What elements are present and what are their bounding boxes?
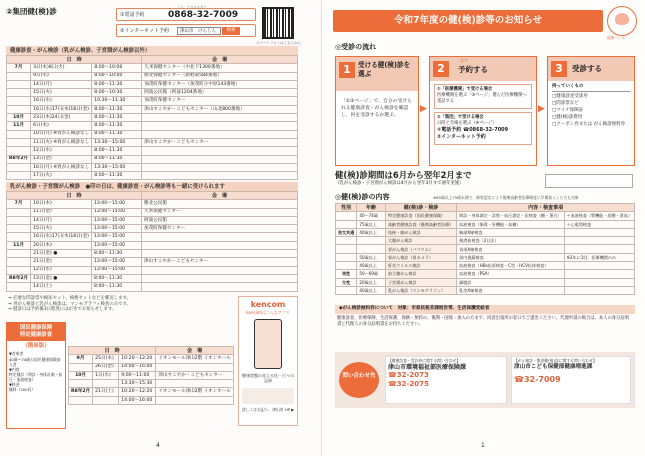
table-row: 男女共通 40歳以上 結核・肺がん検診 胸部X線検査 [336,228,635,236]
table-row: 40〜74歳 特定健康診査（国民健康保険） 問診・身体測定・診察・血圧測定・尿検査（糖・蛋白） ＋血液検査（腎機能・尿酸・貧血） [336,212,635,220]
period-text: 健(検)診期間は6月から翌年2月まで [335,170,472,180]
net-reserve[interactable]: ②インターネット予約 津山市 けんしん 検索 [116,24,256,37]
table-row: 21日(金) 13:00〜15:00 津山すこやか・こどもセンター [7,258,298,266]
notes: ⇒ 必要な問診票や検尿セット、検便セットなどを郵送します。 ⇒ 胃がん検診と乳がん検診は、マンモグラフィ検査のみです。 ⇒ 健診日は予約後3日程度にはがきでお知らせします。 [8,296,131,312]
table-row: 12日(水) 13:00〜15:00 [7,266,298,274]
table-row: 16日(水)17日(木)18日(金) 13:00〜15:00 [7,233,298,241]
inquiry-panel: 問い合わせ先 【健康診査・受診券に関する問い合わせ】 津山市環境福祉部医療保険課 ☎32-2073 ☎32-2075 【がん検診・集団健(検)診に関する問い合わせ】 津山市こども保健部健康増進課 ☎32-7009 [335,352,635,408]
table-row: 大腸がん検診 便潜血検査（2日法） [336,237,635,245]
table-row: 11月 6日(木) 8:00〜11:30 [7,122,298,130]
inquiry-tel-1[interactable]: ☎32-2073 [388,371,429,380]
table-row: 40歳以上 乳がん検診（マンモグラフィ） 乳房X線検査 [336,286,635,294]
arrow-right-icon: ▶ [538,104,545,114]
table-row: 9月 25日(木) 10:20〜12:20 イオンモール津山2階 イオンホール [69,355,234,363]
table-row: 9日(水) 8:00〜10:00 勝北保健センター（新野東584番地） [7,72,298,80]
table-row: 17日(火) 8:00〜11:30 [7,172,298,180]
page-number: 4 [156,442,160,449]
table-row: 11月 20日(木) 13:00〜15:00 [7,241,298,249]
page-title: ②集団健(検)診 [6,7,57,16]
table-row: 15日(火) 8:00〜10:30 阿波公民館（阿波1204番地） [7,89,298,97]
table-row: 40歳以上 肝炎ウイルス検診 血液検査（HBs抗原検査・C型・HCV抗体検査） [336,262,635,270]
table-row: 75歳以上 高齢者健康診査（後期高齢者医療） 血液検査（脂質・肝機能・血糖） ＋心電図検査 [336,220,635,228]
kencom-link[interactable]: 詳しくは右記へ 津山市 HP ▶ [241,407,295,412]
table-row: 26日(金) 14:00〜16:00 [69,363,234,371]
inquiry-tel-3[interactable]: ☎32-7009 [514,374,561,384]
contact-box [116,5,256,38]
qr-code-icon[interactable] [262,7,294,39]
inquiry-tel-2[interactable]: ☎32-2075 [388,379,429,388]
table-row: 14日(月) 8:00〜11:30 加茂町保健センター（加茂町小中原143番地） [7,80,298,88]
inquiry-box-2: 【がん検診・集団健(検)診に関する問い合わせ】 津山市こども保健部健康増進課 ☎32-7009 [511,356,631,404]
search-query[interactable]: 津山市 けんしん [177,27,221,35]
phone-reserve[interactable]: ミニ ナヨルオギケ ①電話予約 0868-32-7009 [116,8,256,21]
step-3: 3 受診する 持っていくもの □健康診査受診券 □問診票など □マイナ保険証 □健(検)診費用 □クーポン券または がん検診無料券 [547,56,635,166]
step2-net[interactable]: ②インターネット予約 [437,134,486,141]
coupon-notice-title: ◆がん検診無料券について 対象：市県民税非課税世帯、生活保護受給者 [335,305,635,314]
notice-title: 令和7年度の健(検)診等のお知らせ [393,15,542,26]
table-row: R8年2月 13日(金) ● 8:00〜11:30 [7,274,298,282]
kokuho-panel: 国民健康保険 特定健康診査 （簡易版） ▼対象者 40歳〜74歳の国民健康保険加入者 ▼内容 特定健診（問診・身体計測・血圧・血液検査） ▼料金 無料（200円） [6,322,66,429]
table2-title: 乳がん検診・子宮頸がん検診 ●印の日は、健康診査・がん検診等も一緒に受けられます [6,182,298,193]
table-row: 50歳以上 胃がん検診（胃カメラ） 胃内視鏡検査 ※2年に1回、医療機関のみ [336,253,635,261]
step2-phone[interactable]: ①電話予約 ☎0868-32-7009 [437,127,509,134]
table-row: 14日(土) 8:00〜11:30 [7,283,298,291]
table-row: 10月 1日(水) 9:00〜11:00 津山すこやか・こどもセンター [69,371,234,379]
kencom-panel: kencom kencomはこんなアプリ 健康状態の見える化・日々の記録 詳しくは右記へ 津山市 HP ▶ [238,296,298,426]
col-venue: 会 場 [142,56,298,64]
table-row: 13:30〜15:30 [69,380,234,388]
content-title: ◎健(検)診の内容 [335,193,390,201]
table-row: 7月 10日(木) 13:00〜15:00 勝北公民館 [7,200,298,208]
step-1: 1 受ける健(検)診を選ぶ 「①②ページ」で、自分の受けられる健康診査・がん検診を確認し、何を受診するか選ぶ。 [335,56,419,166]
table1-title: 健康診査・がん検診（乳がん検診、子宮頸がん検診以外） [6,46,298,57]
left-page: ②集団健(検)診 ミニ ナヨルオギケ ①電話予約 0868-32-7009 ②インターネット予約 津山市 けんしん 検索 スマートフォンはこちらから 健康診査・がん検診（乳がん検診、子宮頸がん検診以外） 日 時 会 場 7月 3日(木)8日(火) 8:00〜10:00 久米保健センター（中北下1300番地） 9日(水) 8:00〜10:00 勝北保健センター（新野東584番地） 14日(月) 8:00〜11:30 加茂町保健センター（加茂町小中原143番地） 15日(火) 8:00〜10:30 阿波公民館（阿波1204番地） 16日(水) 10:30〜11:30 加茂町保健センター 16日(水)17日(木)18日(金) 8:00〜11:30 津山すこやか・こどもセンター（山北800番地） 10月 23日(木)24日(金) 8:00〜11:30 11月 6日(木) 8:00〜11:30 10日(月) ※胃がん検診なし 8:00〜11:30 11日(火) ※胃がん検診なし 13:30〜15:00 津山すこやか・こどもセンター 12日(水) 8:00〜11:30 R8年2月 13日(金) 8:00〜11:30 16日(月) ※胃がん検診なし 13:30〜15:00 17日(火) 8:00〜11:30 乳がん検診・子宮頸がん検診 ●印の日は、健康診査・がん検診等も一緒に受けられます 日 時 会 場 7月 10日(木) 13:00〜15:00 勝北公民館 11日(金) 13:00〜15:00 久米保健センター 14日(月) 13:00〜15:00 阿波公民館 15日(火) 13:00〜15:00 加茂町保健センター 16日(水)17日(木)18日(金) 13:00〜15:00 11月 20日(木) 13:00〜15:00 21日(金) ● 8:00〜11:30 21日(金) 13:00〜15:00 津山すこやか・こどもセンター 12日(水) 13:00〜15:00 R8年2月 13日(金) ● 8:00〜11:30 14日(土) 8:00〜11:30 ⇒ 必要な問診票や検尿セット、検便セットなどを郵送します。 ⇒ 胃がん検診と乳がん検診は、マンモグラフィ検査のみです。 ⇒ 健診日は予約後3日程度にはがきでお知らせします。 kencom kencomはこんなアプリ 健康状態の見える化・日々の記録 詳しくは右記へ 津山市 HP ▶ 国民健康保険 特定健康診査 （簡易版） ▼対象者 40歳〜74歳の国民健康保険加入者 ▼内容 特定健診（問診・身体計測・血圧・血液検査） ▼料金 無料（200円） 日 時 会 場 9月 25日(木) 10:20〜12:20 イオンモール津山2階 イオンホール 26日(金) 14:00〜16:00 10月 1日(水) 9:00〜11:00 津山すこやか・こどもセンター 13:30〜15:30 R8年2月 21日(土) 10:20〜12:20 イオンモール津山2階 イオンホール 14:00〜16:00 4 [0,0,322,456]
table-row: 12日(水) 8:00〜11:30 [7,147,298,155]
schedule-table-2: 日 時 会 場 7月 10日(木) 13:00〜15:00 勝北公民館 11日(金) 13:00〜15:00 久米保健センター 14日(月) 13:00〜15:00 阿波公民館 15日(火) 13:00〜15:00 加茂町保健センター 16日(水)17日(木)18日(金) 13:00〜15:00 11月 20日(木) 13:00〜15:00 21日(金) ● 8:00〜11:30 21日(金) 13:00〜15:00 津山すこやか・こどもセンター 12日(水) 13:00〜15:00 R8年2月 13日(金) ● 8:00〜11:30 14日(土) 8:00〜11:30 [6,191,298,292]
flow-title: ◎受診の流れ [335,43,377,51]
table-row: 21日(金) ● 8:00〜11:30 [7,250,298,258]
col-datetime: 日 時 [7,56,142,64]
page-number: 1 [481,442,485,449]
table-row: 14日(月) 13:00〜15:00 阿波公民館 [7,216,298,224]
header-banner [333,10,603,32]
table-row: 7月 3日(木)8日(火) 8:00〜10:00 久米保健センター（中北下1300番地） [7,64,298,72]
arrow-right-icon: ▶ [420,104,427,114]
right-page: 令和7年度の健(検)診等のお知らせ 健康づくり ◎受診の流れ 1 受ける健(検)診を選ぶ 「①②ページ」で、自分の受けられる健康診査・がん検診を確認し、何を受診するか選ぶ。 ▶ 2 必ず 予約する ①「医療機関」で受ける場合 医療機関を選ぶ「③ページ」選んだ医療機関へ電話する ②「集団」で受ける場合 日時と会場を選ぶ（④ページ） ①電話予約 ☎0868-32-7009 ②インターネット予約 ▶ 3 受診する 持っていくもの □健康診査受診券 □問診票など □マイナ保険証 □健(検)診費用 □クーポン券または がん検診無料券 健(検)診期間は6月から翌年2月まで （乳がん検診・子宮頸がん検診は4月から翌年3月まで通年実施） ◎健(検)診の内容 ※65歳以上75歳未満で、障害認定により後期高齢者医療制度に早期加入した方も対象 性別 年齢 健(検)診・検診 内容・検査事項 40〜74歳 特定健康診査（国民健康保険） 問診・身体測定・診察・血圧測定・尿検査（糖・蛋白） ＋血液検査（腎機能・尿酸・貧血） 75歳以上 高齢者健康診査（後期高齢者医療） 血液検査（脂質・肝機能・血糖） ＋心電図検査 男女共通 40歳以上 結核・肺がん検診 胸部X線検査 大腸がん検診 便潜血検査（2日法） 胃がん検診（バリウム） 胃部X線検査 50歳以上 胃がん検診（胃カメラ） 胃内視鏡検査 ※2年に1回、医療機関のみ 40歳以上 肝炎ウイルス検診 血液検査（HBs抗原検査・C型・HCV抗体検査） 男性 50〜69歳 前立腺がん検診 血液検査（PSA） 女性 20歳以上 子宮頸がん検診 細胞診 40歳以上 乳がん検診（マンモグラフィ） 乳房X線検査 ◆がん検診無料券について 対象：市県民税非課税世帯、生活保護受給者 健康診査、医療保険、生活保護、保険・無料の、後期・国保・加入の方まで、同意出張所の窓口でご提出ください。代理申請の場合は、本人の身分証明書と代理人の身分証明書をお持ちください。 問い合わせ先 【健康診査・受診券に関する問い合わせ】 津山市環境福祉部医療保険課 ☎32-2073 ☎32-2075 【がん検診・集団健(検)診に関する問い合わせ】 津山市こども保健部健康増進課 ☎32-7009 1 [323,0,645,456]
table-row: 16日(水) 10:30〜11:30 加茂町保健センター [7,97,298,105]
table-row: 11日(火) ※胃がん検診なし 13:30〜15:00 津山すこやか・こどもセンター [7,138,298,146]
appointment-date-field[interactable] [545,174,633,188]
table-row: R8年2月 13日(金) 8:00〜11:30 [7,155,298,163]
table-row: 10月 23日(木)24日(金) 8:00〜11:30 [7,114,298,122]
phone-icon [254,319,282,369]
table-row: 16日(月) ※胃がん検診なし 13:30〜15:00 [7,163,298,171]
search-button[interactable]: 検索 [222,27,240,35]
table-row: 14:00〜16:00 [69,396,234,404]
schedule-table-1 [6,55,298,180]
mascot-icon [607,6,637,36]
table-row: R8年2月 21日(土) 10:20〜12:20 イオンモール津山2階 イオンホール [69,388,234,396]
table-row: 男性 50〜69歳 前立腺がん検診 血液検査（PSA） [336,270,635,278]
kokuho-table: 日 時 会 場 9月 25日(木) 10:20〜12:20 イオンモール津山2階 イオンホール 26日(金) 14:00〜16:00 10月 1日(水) 9:00〜11:00 津山すこやか・こどもセンター 13:30〜15:30 R8年2月 21日(土) 10:20〜12:20 イオンモール津山2階 イオンホール 14:00〜16:00 [68,346,234,405]
table-row: 15日(火) 13:00〜15:00 加茂町保健センター [7,225,298,233]
step-2: 2 必ず 予約する ①「医療機関」で受ける場合 医療機関を選ぶ「③ページ」選んだ医療機関へ電話する ②「集団」で受ける場合 日時と会場を選ぶ（④ページ） ①電話予約 ☎0868-32-7009 ②インターネット予約 [429,56,537,166]
table-row: 胃がん検診（バリウム） 胃部X線検査 [336,245,635,253]
content-table: 性別 年齢 健(検)診・検診 内容・検査事項 40〜74歳 特定健康診査（国民健康保険） 問診・身体測定・診察・血圧測定・尿検査（糖・蛋白） ＋血液検査（腎機能・尿酸・貧血） 75歳以上 高齢者健康診査（後期高齢者医療） 血液検査（脂質・肝機能・血糖） ＋心電図検査 男女共通 40歳以上 結核・肺がん検診 胸部X線検査 大腸がん検診 便潜血検査（2日法） 胃がん検診（バリウム） 胃部X線検査 50歳以上 胃がん検診（胃カメラ） 胃内視鏡検査 ※2年に1回、医療機関のみ 40歳以上 肝炎ウイルス検診 血液検査（HBs抗原検査・C型・HCV抗体検査） 男性 50〜69歳 前立腺がん検診 血液検査（PSA） 女性 20歳以上 子宮頸がん検診 細胞診 40歳以上 乳がん検診（マンモグラフィ） 乳房X線検査 [335,203,635,295]
table-row: 女性 20歳以上 子宮頸がん検診 細胞診 [336,278,635,286]
kencom-illustration-icon [242,388,294,404]
inquiry-box-1: 【健康診査・受診券に関する問い合わせ】 津山市環境福祉部医療保険課 ☎32-2073 ☎32-2075 [385,356,507,404]
table-row: 16日(水)17日(木)18日(金) 8:00〜11:30 津山すこやか・こどもセンター（山北800番地） [7,105,298,113]
phone-number: 0868-32-7009 [168,10,239,20]
table-row: 10日(月) ※胃がん検診なし 8:00〜11:30 [7,130,298,138]
kencom-logo: kencom [250,300,286,309]
table-row: 11日(金) 13:00〜15:00 久米保健センター [7,208,298,216]
